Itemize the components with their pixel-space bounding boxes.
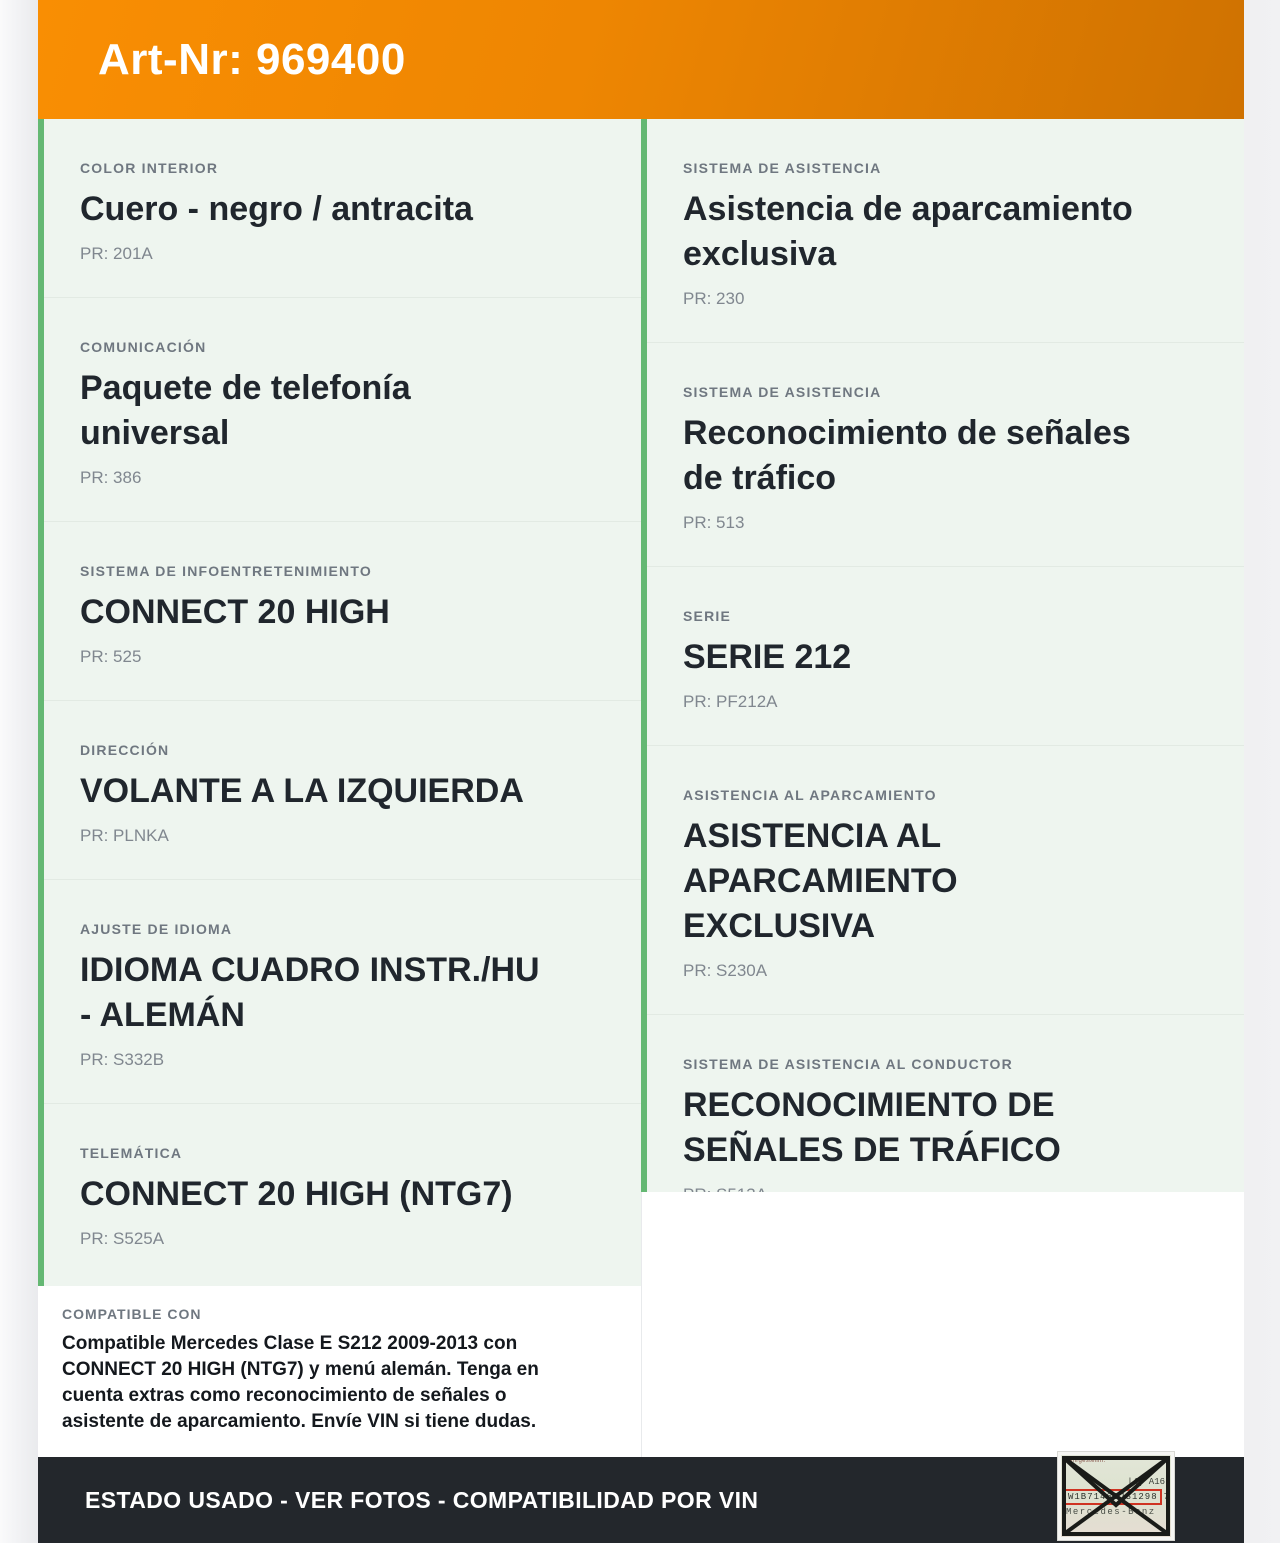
spec-pr-code: PR: S230A (683, 961, 768, 980)
spec-category-label: SERIE (683, 608, 732, 624)
compatibility-section (38, 1286, 641, 1457)
vin-suffix: 7 (1163, 1492, 1170, 1502)
spec-pr-code: PR: PLNKA (80, 826, 169, 845)
spec-pr-code: PR: PF212A (683, 692, 778, 711)
spec-title: SERIE 212 (683, 638, 852, 676)
spec-title: RECONOCIMIENTO DE SEÑALES DE TRÁFICO (683, 1086, 1061, 1169)
spec-title: CONNECT 20 HIGH (NTG7) (80, 1175, 513, 1213)
spec-item-direccion (44, 700, 641, 879)
stamp-doc-label: Fahrgestellnr. (1065, 1458, 1106, 1464)
spec-item-asistencia-aparcamiento (647, 119, 1244, 342)
spec-title: Reconocimiento de señales de tráfico (683, 414, 1131, 497)
spec-pr-code: PR: 513 (683, 513, 745, 532)
spec-title: Cuero - negro / antracita (80, 190, 473, 228)
spec-title: VOLANTE A LA IZQUIERDA (80, 772, 524, 810)
spec-list-right (641, 119, 1244, 1192)
spec-item-asistencia-aparcamiento-exclusiva (647, 745, 1244, 1014)
spec-title: Asistencia de aparcamiento exclusiva (683, 190, 1133, 273)
spec-item-ajuste-idioma (44, 879, 641, 1103)
spec-pr-code: PR: 201A (80, 244, 153, 263)
spec-pr-code: PR: S332B (80, 1050, 165, 1069)
vin-red-box: W1B71463J31298 (1064, 1489, 1162, 1505)
vin-document-thumbnail (1057, 1451, 1175, 1541)
spec-pr-code: PR: 386 (80, 468, 142, 487)
spec-category-label: COLOR INTERIOR (80, 160, 219, 176)
stamp-brand-text: Mercedes-Benz (1066, 1507, 1156, 1517)
spec-pr-code: PR: 525 (80, 647, 142, 666)
footer-status-text: ESTADO USADO - VER FOTOS - COMPATIBILIDAD POR VIN (85, 1486, 759, 1513)
spec-title: IDIOMA CUADRO INSTR./HU - ALEMÁN (80, 951, 540, 1034)
spec-title: ASISTENCIA AL APARCAMIENTO EXCLUSIVA (683, 817, 958, 945)
spec-category-label: SISTEMA DE INFOENTRETENIMIENTO (80, 563, 372, 579)
empty-filler-panel (641, 1192, 1244, 1457)
spec-columns (38, 119, 1244, 1457)
spec-list-left (38, 119, 641, 1286)
spec-category-label: DIRECCIÓN (80, 742, 170, 758)
spec-category-label: ASISTENCIA AL APARCAMIENTO (683, 787, 937, 803)
spec-category-label: SISTEMA DE ASISTENCIA (683, 160, 882, 176)
spec-title: Paquete de telefonía universal (80, 369, 411, 452)
compatibility-label: COMPATIBLE CON (62, 1306, 202, 1322)
spec-item-telematica (44, 1103, 641, 1282)
spec-title: CONNECT 20 HIGH (80, 593, 390, 631)
envelope-icon (1061, 1455, 1171, 1537)
spec-item-infoentretenimiento (44, 521, 641, 700)
spec-category-label: SISTEMA DE ASISTENCIA (683, 384, 882, 400)
registration-document-image (1061, 1455, 1171, 1537)
spec-item-comunicacion (44, 297, 641, 521)
spec-category-label: COMUNICACIÓN (80, 339, 207, 355)
spec-category-label: SISTEMA DE ASISTENCIA AL CONDUCTOR (683, 1056, 1013, 1072)
spec-item-serie (647, 566, 1244, 745)
spec-pr-code: PR: S525A (80, 1229, 165, 1248)
spec-item-reconocimiento-senales (647, 342, 1244, 566)
spec-category-label: TELEMÁTICA (80, 1145, 183, 1161)
listing-card (38, 0, 1244, 1543)
spec-column-left (38, 119, 641, 1457)
spec-pr-code: PR: 230 (683, 289, 745, 308)
stamp-doc-line: |4| A16 (1127, 1477, 1165, 1487)
spec-category-label: AJUSTE DE IDIOMA (80, 921, 233, 937)
art-number-title: Art-Nr: 969400 (98, 34, 406, 84)
header-banner (38, 0, 1244, 119)
spec-item-color-interior (44, 119, 641, 297)
compatibility-text: Compatible Mercedes Clase E S212 2009-2013 con CONNECT 20 HIGH (NTG7) y menú alemán. Tenga en cuenta extras como reconocimiento de señales o asistente de aparcamiento. Envíe VIN si tiene dudas. (62, 1333, 539, 1432)
spec-column-right (641, 119, 1244, 1457)
